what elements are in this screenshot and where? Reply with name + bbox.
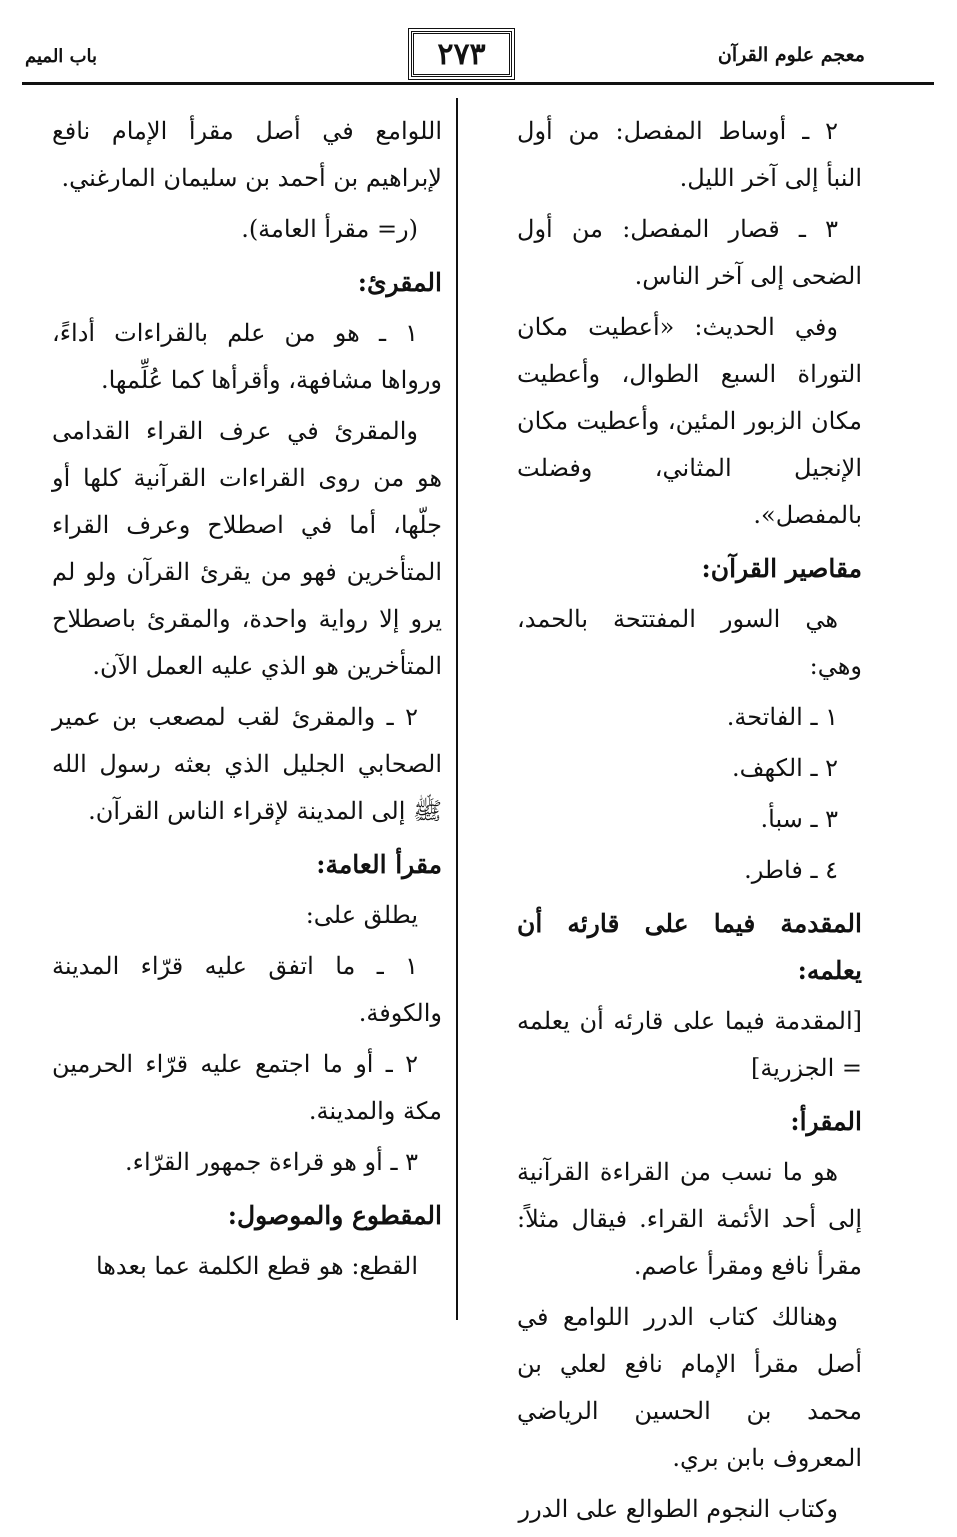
paragraph: وهنالك كتاب الدرر اللوامع في أصل مقرأ الإمام نافع لعلي بن محمد بن الحسين الرياضي المعروف بابن بري.	[517, 1303, 862, 1472]
paragraph: هو ما نسب من القراءة القرآنية إلى أحد الأئمة القراء. فيقال مثلاً: مقرأ نافع ومقرأ عاصم.	[517, 1158, 862, 1280]
right-column	[517, 108, 862, 1537]
list-item: ٢ ـ الكهف.	[732, 754, 838, 782]
header-rule	[22, 82, 934, 85]
list-item: ٤ ـ فاطر.	[744, 856, 838, 884]
page-number: ٢٧٣	[437, 36, 486, 72]
paragraph: القطع: هو قطع الكلمة عما بعدها	[95, 1252, 418, 1280]
paragraph: والمقرئ في عرف القراء القدامى هو من روى القراءات القرآنية كلها أو جلّها، أما في اصطلاح وعرف القراء المتأخرين فهو من يقرئ القرآن ولو لم يرو إلا رواية واحدة، والمقرئ باصطلاح المتأخرين هو الذي عليه العمل الآن.	[52, 417, 442, 680]
paragraph: ٣ ـ قصار المفصل: من أول الضحى إلى آخر الناس.	[517, 215, 862, 290]
entry-heading: مقاصير القرآن:	[701, 554, 862, 583]
page-number-box	[411, 31, 512, 77]
page-header	[0, 22, 957, 84]
paragraph: وكتاب النجوم الطوالع على الدرر	[518, 1495, 838, 1523]
paragraph: ٢ ـ والمقرئ لقب لمصعب بن عمير الصحابي الجليل الذي بعثه رسول الله ﷺ إلى المدينة لإقراء الناس القرآن.	[52, 703, 442, 825]
paragraph: يطلق على:	[305, 901, 418, 929]
paragraph: اللوامع في أصل مقرأ الإمام نافع لإبراهيم بن أحمد بن سليمان المارغني.	[52, 117, 442, 192]
section-title: باب الميم	[25, 46, 98, 67]
paragraph: وفي الحديث: «أعطيت مكان التوراة السبع الطوال، وأعطيت مكان الزبور المئين، وأعطيت مكان الإنجيل المثاني، وفضلت بالمفصل».	[517, 313, 862, 529]
book-title: معجم علوم القرآن	[717, 44, 865, 66]
left-column	[52, 108, 442, 1294]
paragraph: ٢ ـ أوساط المفصل: من أول النبأ إلى آخر الليل.	[517, 117, 862, 192]
list-item: ٣ ـ سبأ.	[760, 805, 838, 833]
paragraph: [المقدمة فيما على قارئه أن يعلمه = الجزرية]	[517, 1007, 862, 1082]
list-item: ١ ـ ما اتفق عليه قرّاء المدينة والكوفة.	[52, 952, 442, 1027]
list-item: ٢ ـ أو ما اجتمع عليه قرّاء الحرمين مكة والمدينة.	[52, 1050, 442, 1125]
entry-heading: المقرئ:	[357, 268, 442, 297]
entry-heading: المقدمة فيما على قارئه أن يعلمه:	[517, 909, 862, 985]
list-item: ٣ ـ أو هو قراءة جمهور القرّاء.	[125, 1148, 418, 1176]
entry-heading: المقطوع والموصول:	[227, 1201, 442, 1230]
paragraph: هي السور المفتتحة بالحمد، وهي:	[517, 605, 862, 680]
entry-heading: مقرأ العامة:	[316, 850, 442, 879]
paragraph: (ر= مقرأ العامة).	[241, 215, 418, 243]
entry-heading: المقرأ:	[790, 1107, 862, 1136]
list-item: ١ ـ الفاتحة.	[726, 703, 838, 731]
column-divider	[456, 98, 458, 1320]
paragraph: ١ ـ هو من علم بالقراءات أداءً، ورواها مشافهة، وأقرأها كما عُلِّمها.	[52, 319, 442, 394]
